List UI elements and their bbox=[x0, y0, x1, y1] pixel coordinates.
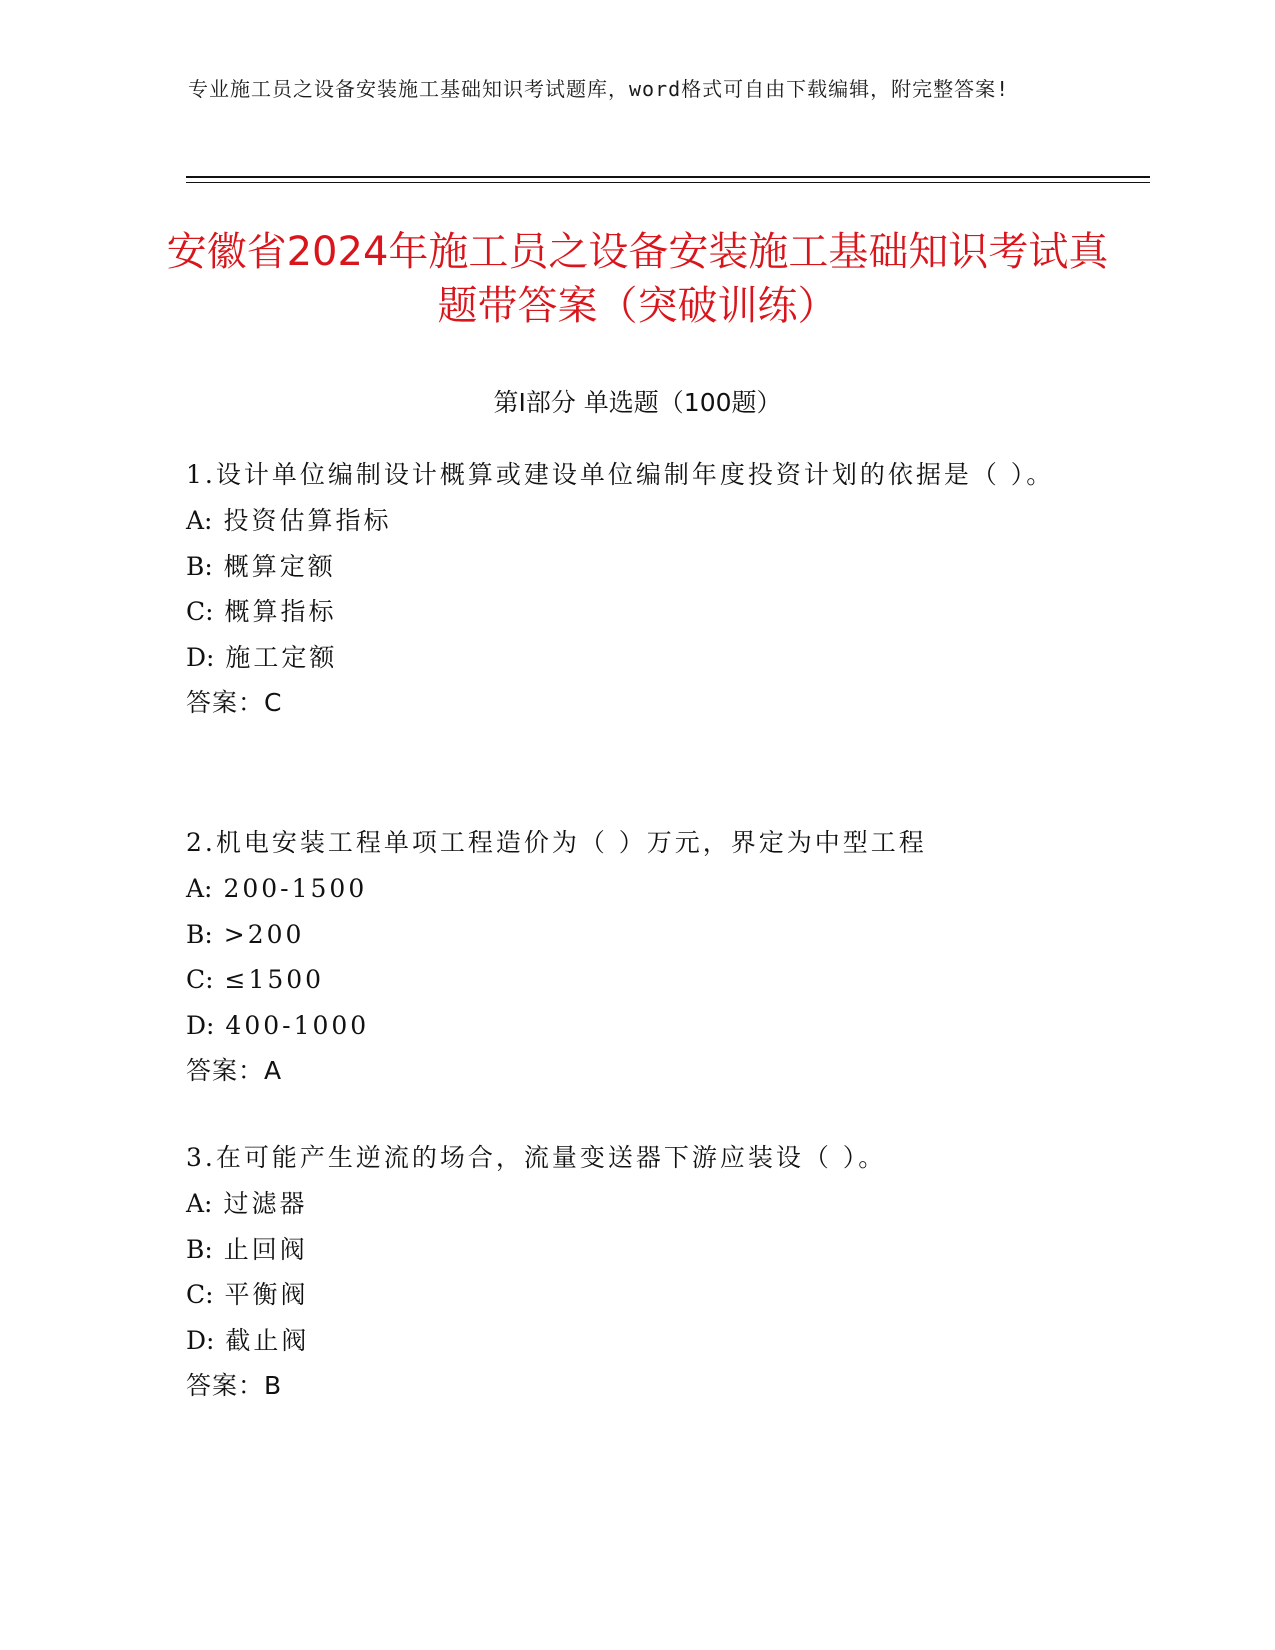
question-1 bbox=[186, 452, 1086, 725]
option-c bbox=[186, 1272, 1086, 1318]
option-a bbox=[186, 498, 1086, 544]
question-stem: 3.在可能产生逆流的场合，流量变送器下游应装设（ ）。 bbox=[186, 1143, 887, 1172]
option-a bbox=[186, 866, 1086, 912]
answer-line: 答案：B bbox=[186, 1371, 283, 1400]
option-letter: C: bbox=[186, 965, 214, 994]
option-text: 平衡阀 bbox=[224, 1280, 309, 1309]
answer-line: 答案：C bbox=[186, 688, 283, 717]
option-c bbox=[186, 589, 1086, 635]
option-letter: D: bbox=[186, 1325, 215, 1355]
question-2 bbox=[186, 820, 1086, 1093]
question-3 bbox=[186, 1135, 1086, 1408]
option-text: ≤1500 bbox=[224, 965, 325, 994]
option-b bbox=[186, 544, 1086, 590]
option-letter: A: bbox=[186, 1189, 213, 1218]
option-text: >200 bbox=[223, 919, 305, 949]
option-text: 投资估算指标 bbox=[223, 506, 392, 535]
option-text: 止回阀 bbox=[223, 1234, 308, 1264]
header-note: 专业施工员之设备安装施工基础知识考试题库，word格式可自由下载编辑，附完整答案! bbox=[188, 77, 1010, 101]
option-a bbox=[186, 1181, 1086, 1227]
question-stem: 2.机电安装工程单项工程造价为（ ）万元，界定为中型工程 bbox=[186, 828, 927, 857]
option-letter: B: bbox=[186, 1234, 213, 1264]
option-text: 概算定额 bbox=[223, 551, 336, 581]
option-text: 概算指标 bbox=[224, 597, 337, 626]
option-d bbox=[186, 1318, 1086, 1364]
option-letter: B: bbox=[186, 919, 213, 949]
option-letter: A: bbox=[186, 874, 213, 903]
option-letter: D: bbox=[186, 1010, 215, 1040]
option-b bbox=[186, 912, 1086, 958]
option-d bbox=[186, 1003, 1086, 1049]
question-stem: 1.设计单位编制设计概算或建设单位编制年度投资计划的依据是（ ）。 bbox=[186, 460, 1055, 489]
option-letter: B: bbox=[186, 551, 213, 581]
option-letter: C: bbox=[186, 1280, 214, 1309]
option-letter: A: bbox=[186, 506, 213, 535]
option-text: 截止阀 bbox=[225, 1325, 310, 1355]
option-text: 施工定额 bbox=[225, 642, 338, 672]
option-text: 200-1500 bbox=[223, 874, 368, 903]
section-heading: 第Ⅰ部分 单选题（100题） bbox=[493, 388, 782, 417]
header-divider-thick bbox=[186, 176, 1150, 178]
header-divider-thin bbox=[186, 182, 1150, 183]
option-text: 过滤器 bbox=[223, 1189, 308, 1218]
answer-line: 答案：A bbox=[186, 1056, 283, 1085]
option-d bbox=[186, 635, 1086, 681]
option-letter: C: bbox=[186, 597, 214, 626]
option-c bbox=[186, 957, 1086, 1003]
option-text: 400-1000 bbox=[225, 1010, 370, 1040]
document-title: 安徽省2024年施工员之设备安装施工基础知识考试真题带答案（突破训练） bbox=[166, 229, 1109, 329]
option-b bbox=[186, 1227, 1086, 1273]
option-letter: D: bbox=[186, 642, 215, 672]
